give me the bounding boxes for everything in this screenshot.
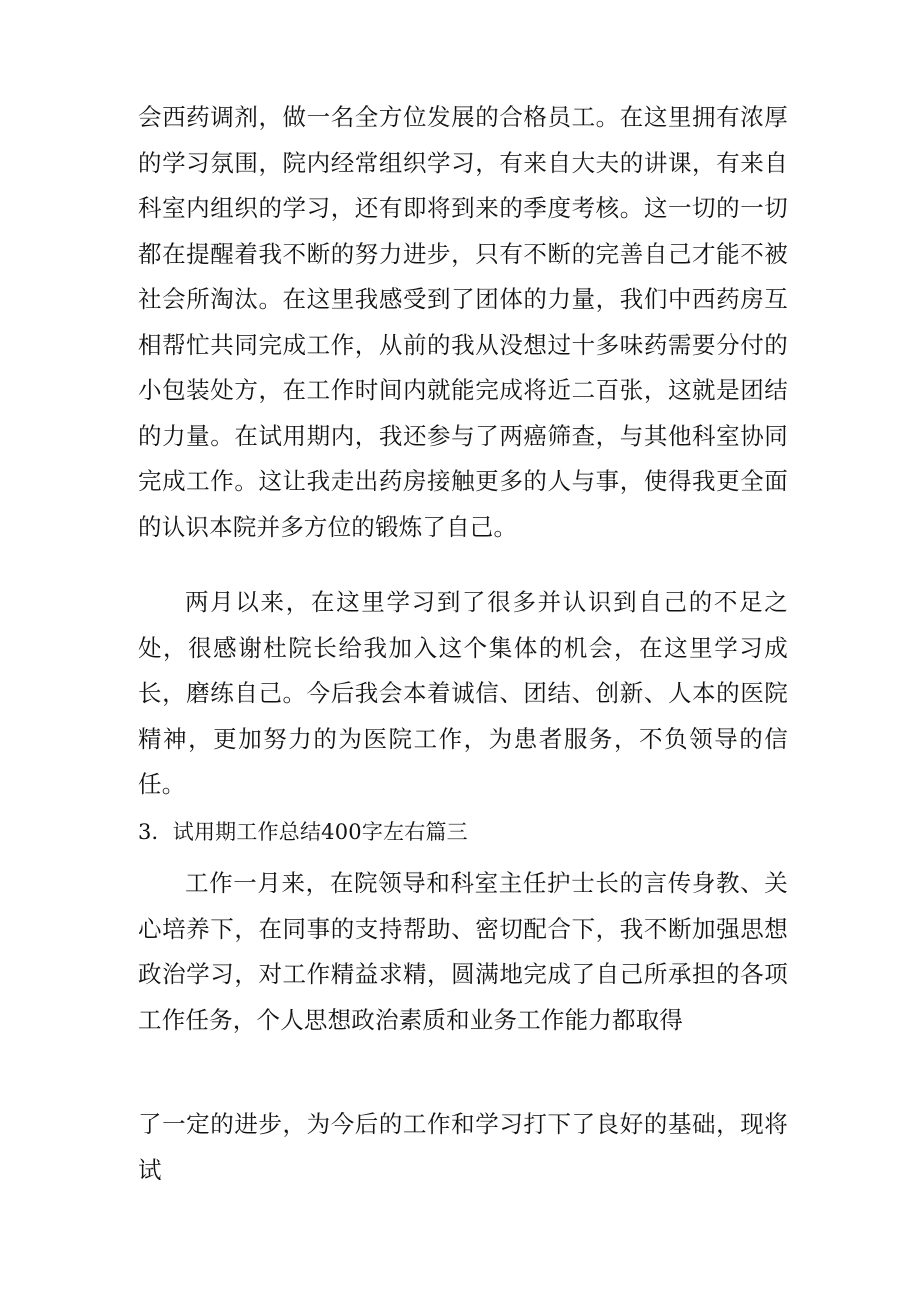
paragraph-section-three: 工作一月来，在院领导和科室主任护士长的言传身教、关心培养下，在同事的支持帮助、密切配合下，我不断加强思想政治学习，对工作精益求精，圆满地完成了自己所承担的各项工作任务，个人思想政治素质和业务工作能力都取得 <box>138 869 788 1034</box>
paragraph-continued: 会西药调剂，做一名全方位发展的合格员工。在这里拥有浓厚的学习氛围，院内经常组织学习，有来自大夫的讲课，有来自科室内组织的学习，还有即将到来的季度考核。这一切的一切都在提醒着我不断的努力进步，只有不断的完善自己才能不被社会所淘汰。在这里我感受到了团体的力量，我们中西药房互相帮忙共同完成工作，从前的我从没想过十多味药需要分付的小包装处方，在工作时间内就能完成将近二百张，这就是团结的力量。在试用期内，我还参与了两癌筛查，与其他科室协同完成工作。这让我走出药房接触更多的人与事，使得我更全面的认识本院并多方位的锻炼了自己。 <box>138 103 788 541</box>
paragraph-continuation: 了一定的进步，为今后的工作和学习打下了良好的基础，现将试 <box>138 1110 788 1184</box>
section-heading: 3．试用期工作总结400字左右篇三 <box>138 820 468 844</box>
paragraph-gratitude: 两月以来，在这里学习到了很多并认识到自己的不足之处，很感谢杜院长给我加入这个集体的机会，在这里学习成长，磨练自己。今后我会本着诚信、团结、创新、人本的医院精神，更加努力的为医院工作，为患者服务，不负领导的信任。 <box>138 588 788 798</box>
